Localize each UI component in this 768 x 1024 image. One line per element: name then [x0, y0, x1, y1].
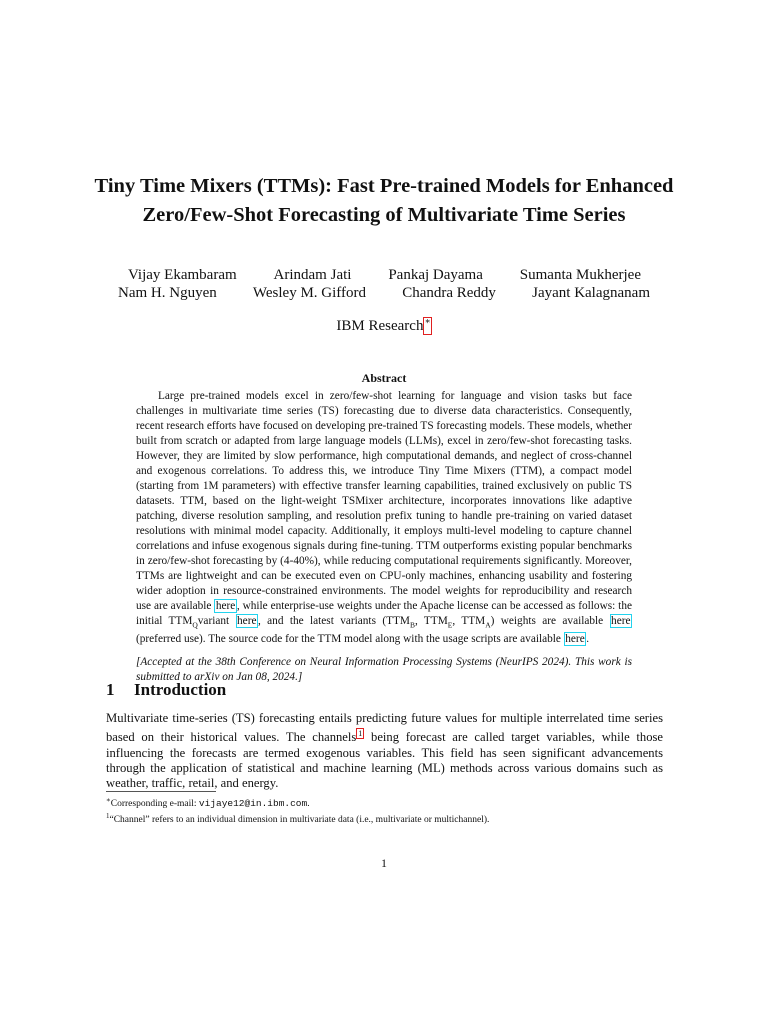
- section-heading: [106, 680, 226, 700]
- page-number: 1: [381, 856, 387, 870]
- footnotes: [106, 794, 663, 826]
- email-address: vijaye12@in.ibm.com: [198, 798, 308, 810]
- author-name: Chandra Reddy: [402, 285, 496, 301]
- section-title: Introduction: [134, 680, 227, 699]
- latest-weights-link[interactable]: here: [611, 615, 631, 627]
- abstract-body: [136, 389, 632, 685]
- author-row-2: [84, 284, 684, 302]
- author-name: Wesley M. Gifford: [252, 285, 367, 301]
- abstract-heading: Abstract: [361, 371, 407, 385]
- section-number: 1: [106, 680, 115, 699]
- author-name: Sumanta Mukherjee: [519, 267, 641, 283]
- abstract-paragraph: Large pre-trained models excel in zero/few-shot learning for language and vision tasks but face challenges in multivariate time series (TS) forecasting due to diverse data characteristics. Consequently, recent research efforts have focused on developing pre-trained TS forecasting models. These models, whether built from scratch or adapted from large language models (LLMs), excel in zero/few-shot forecasting tasks. However, they are limited by slow performance, high computational demands, and neglect of cross-channel and exogenous correlations. To address this, we introduce Tiny Time Mixers (TTM), a compact model (starting from 1M parameters) with effective transfer learning capabilities, trained exclusively on public TS datasets. TTM, based on the light-weight TSMixer architecture, incorporates innovations like adaptive patching, diverse resolution sampling, and resolution prefix tuning to handle pre-training on varied dataset resolutions with minimal model capacity. Additionally, it employs multi-level modeling to capture channel correlations and infuse exogenous signals during fine-tuning. TTM outperforms existing popular benchmarks in zero/few-shot forecasting by (4-40%), while reducing computational requirements significantly. Moreover, TTMs are lightweight and can be executed even on CPU-only machines, enhancing usability and fostering wider adoption in resource-constrained environments. The model weights for reproducibility and research use are available here , while enterprise-use weights under the Apache license can be accessed as follows: the initial $TTM_Qvariant$ here , and the latest variants ($TTM_B$, $TTM_E$, $TTM_A$) weights are available here (preferred use). The source code for the TTM model along with the usage scripts are available here .: [136, 390, 632, 646]
- footnote-channel: $^1$“Channel” refers to an individual dimension in multivariate data (i.e., multivariate or multichannel).: [106, 812, 490, 826]
- affiliation-name: IBM Research: [336, 318, 424, 334]
- author-name: Pankaj Dayama: [388, 267, 483, 283]
- author-name: Arindam Jati: [273, 267, 352, 283]
- author-row-1: [84, 266, 684, 284]
- research-weights-link[interactable]: here: [215, 600, 236, 612]
- source-code-link[interactable]: here: [565, 633, 585, 646]
- introduction-paragraph: Multivariate time-series (TS) forecasting entails predicting future values for multiple interrelated time series based on their historical values. The channels $^1$ being forecast are called target variables, while those influencing the forecasts are termed exogenous variables. This field has seen significant advancements through the application of statistical and machine learning (ML) methods across various domains such as weather, traffic, retail, and energy.: [106, 711, 663, 791]
- footnote-1-link[interactable]: 1: [358, 729, 363, 739]
- affiliation: [84, 312, 684, 335]
- footnote-divider: [106, 791, 216, 792]
- affiliation-footnote-link[interactable]: ∗: [423, 317, 431, 335]
- acceptance-note: [Accepted at the 38th Conference on Neural Information Processing Systems (NeurIPS 2024). This work is submitted to arXiv on Jan 08, 2024.]: [136, 656, 632, 684]
- ttm-q-weights-link[interactable]: here: [237, 615, 257, 627]
- paper-title: Tiny Time Mixers (TTMs): Fast Pre-trained Models for Enhanced Zero/Few-Shot Forecasting of Multivariate Time Series: [94, 175, 674, 226]
- footnote-email: ∗Corresponding e-mail: vijaye12@in.ibm.com.: [106, 796, 310, 810]
- author-name: Vijay Ekambaram: [128, 267, 237, 283]
- author-name: Nam H. Nguyen: [118, 285, 217, 301]
- author-name: Jayant Kalagnanam: [532, 285, 650, 301]
- author-list: [84, 266, 684, 302]
